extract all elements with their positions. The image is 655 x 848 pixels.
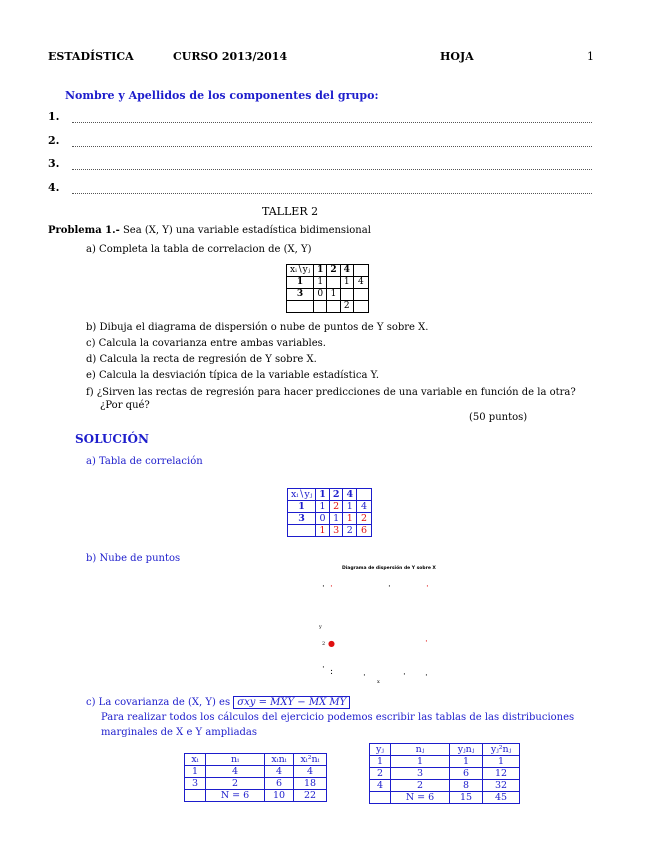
table-cell: N = 6 xyxy=(206,790,265,802)
table-cell: 1 xyxy=(391,756,450,768)
table-cell: 3 xyxy=(185,778,206,790)
problem-item-e: e) Calcula la desviación típica de la variable estadística Y. xyxy=(86,370,380,381)
marginal-x-table xyxy=(184,753,327,802)
table-cell: 1 xyxy=(185,766,206,778)
table-row xyxy=(370,792,520,804)
table-header-cell: xᵢ∖yⱼ xyxy=(287,265,314,277)
table-cell: 2 xyxy=(391,780,450,792)
problem-item-b: b) Dibuja el diagrama de dispersión o nube de puntos de Y sobre X. xyxy=(86,322,429,333)
table-header-cell: 2 xyxy=(329,489,343,501)
problem-statement xyxy=(48,225,371,236)
table-cell: 1 xyxy=(483,756,520,768)
table-cell: 22 xyxy=(294,790,327,802)
problem-text: Sea (X, Y) una variable estadística bidimensional xyxy=(122,225,371,236)
problem-item-f-cont: ¿Por qué? xyxy=(100,400,150,411)
table-cell: 2 xyxy=(370,768,391,780)
table-cell: 1 xyxy=(329,513,343,525)
table-cell xyxy=(370,792,391,804)
table-cell: 1 xyxy=(316,525,330,537)
solution-c-text-2: marginales de X e Y ampliadas xyxy=(101,727,258,738)
table-cell: 3 xyxy=(391,768,450,780)
scatter-point: · xyxy=(322,582,325,592)
table-header-cell: xᵢnᵢ xyxy=(265,754,294,766)
table-cell xyxy=(327,277,340,289)
member-name-line-3[interactable] xyxy=(72,168,592,170)
table-header-cell: 2 xyxy=(327,265,340,277)
table-cell xyxy=(353,301,368,313)
table-cell: 3 xyxy=(288,513,316,525)
header-subject: ESTADÍSTICA xyxy=(48,50,134,63)
problem-item-a: a) Completa la tabla de correlacion de (X, Y) xyxy=(86,244,312,255)
group-title: Nombre y Apellidos de los componentes del grupo: xyxy=(65,89,379,102)
table-row xyxy=(287,289,369,301)
table-cell: 1 xyxy=(314,277,327,289)
scatter-point: · xyxy=(363,671,366,681)
table-cell xyxy=(287,301,314,313)
scatter-point: · xyxy=(388,582,391,592)
table-cell: 4 xyxy=(357,501,372,513)
table-cell xyxy=(288,525,316,537)
table-header-cell: 1 xyxy=(316,489,330,501)
table-header-row xyxy=(185,754,327,766)
table-header-row xyxy=(288,489,372,501)
table-row xyxy=(370,780,520,792)
solution-item-a: a) Tabla de correlación xyxy=(86,456,203,467)
table-cell: N = 6 xyxy=(391,792,450,804)
solution-item-c xyxy=(86,697,350,708)
table-cell: 6 xyxy=(265,778,294,790)
table-header-cell: 4 xyxy=(343,489,357,501)
table-header-row xyxy=(370,744,520,756)
table-row xyxy=(185,790,327,802)
table-cell: 32 xyxy=(483,780,520,792)
table-header-cell: 4 xyxy=(340,265,353,277)
problem-item-f: f) ¿Sirven las rectas de regresión para hacer predicciones de una variable en función de la otra? xyxy=(86,387,576,398)
scatter-point: · xyxy=(403,670,406,680)
table-header-cell: yⱼnⱼ xyxy=(450,744,483,756)
table-cell xyxy=(340,289,353,301)
table-cell: 12 xyxy=(483,768,520,780)
covariance-formula: σxy = MXY − MX MY xyxy=(233,696,350,709)
table-cell: 2 xyxy=(343,525,357,537)
table-header-cell: nⱼ xyxy=(391,744,450,756)
solution-c-text-1: Para realizar todos los cálculos del ejercicio podemos escribir las tablas de las distribuciones xyxy=(101,712,575,723)
scatter-point: · xyxy=(330,582,333,592)
workshop-title: TALLER 2 xyxy=(262,205,319,218)
table-row xyxy=(370,768,520,780)
member-name-line-2[interactable] xyxy=(72,145,592,147)
table-cell: 8 xyxy=(450,780,483,792)
table-row xyxy=(185,778,327,790)
table-row xyxy=(185,766,327,778)
covariance-text: c) La covarianza de (X, Y) es xyxy=(86,697,231,708)
table-cell: 1 xyxy=(288,501,316,513)
member-number-3: 3. xyxy=(48,157,60,170)
scatter-point: : xyxy=(330,667,334,677)
member-number-1: 1. xyxy=(48,110,60,123)
table-cell: 1 xyxy=(370,756,391,768)
table-cell xyxy=(314,301,327,313)
table-cell: 18 xyxy=(294,778,327,790)
table-cell: 4 xyxy=(370,780,391,792)
member-number-4: 4. xyxy=(48,181,60,194)
member-name-line-4[interactable] xyxy=(72,192,592,194)
table-cell: 3 xyxy=(329,525,343,537)
table-cell: 4 xyxy=(294,766,327,778)
table-header-cell: xᵢ xyxy=(185,754,206,766)
table-header-cell: xᵢ∖yⱼ xyxy=(288,489,316,501)
table-row xyxy=(370,756,520,768)
table-row xyxy=(287,277,369,289)
table-cell: 45 xyxy=(483,792,520,804)
table-cell: 0 xyxy=(314,289,327,301)
problem-points: (50 puntos) xyxy=(469,412,528,423)
table-header-cell: yⱼ²nⱼ xyxy=(483,744,520,756)
table-cell: 2 xyxy=(329,501,343,513)
table-cell: 6 xyxy=(450,768,483,780)
table-header-cell: nᵢ xyxy=(206,754,265,766)
marginal-y-table xyxy=(369,743,520,804)
solution-item-b: b) Nube de puntos xyxy=(86,553,181,564)
table-cell: 1 xyxy=(343,501,357,513)
problem-item-d: d) Calcula la recta de regresión de Y sobre X. xyxy=(86,354,317,365)
table-cell xyxy=(327,301,340,313)
problem-correlation-table xyxy=(286,264,369,313)
table-row xyxy=(288,513,372,525)
table-row xyxy=(288,501,372,513)
scatter-tick-2: 2 xyxy=(322,641,326,647)
table-cell: 4 xyxy=(265,766,294,778)
table-cell: 2 xyxy=(357,513,372,525)
table-cell: 4 xyxy=(353,277,368,289)
table-cell: 1 xyxy=(316,501,330,513)
table-cell: 2 xyxy=(206,778,265,790)
header-course: CURSO 2013/2014 xyxy=(173,50,288,63)
table-header-row xyxy=(287,265,369,277)
table-cell: 6 xyxy=(357,525,372,537)
table-cell: 0 xyxy=(316,513,330,525)
scatter-axis-label-y: y xyxy=(319,624,322,630)
solution-correlation-table xyxy=(287,488,372,537)
scatter-point: · xyxy=(425,671,428,681)
scatter-axis-label-x: x xyxy=(377,679,380,685)
solution-title: SOLUCIÓN xyxy=(75,432,149,446)
table-cell xyxy=(185,790,206,802)
table-cell: 3 xyxy=(287,289,314,301)
table-cell: 1 xyxy=(327,289,340,301)
table-cell xyxy=(353,289,368,301)
table-cell: 1 xyxy=(287,277,314,289)
table-header-cell: yⱼ xyxy=(370,744,391,756)
table-header-cell: 1 xyxy=(314,265,327,277)
table-cell: 10 xyxy=(265,790,294,802)
scatter-point: ● xyxy=(328,639,335,648)
scatter-point: · xyxy=(426,582,429,592)
table-cell: 1 xyxy=(340,277,353,289)
table-row xyxy=(287,301,369,313)
problem-item-c: c) Calcula la covarianza entre ambas variables. xyxy=(86,338,326,349)
table-row xyxy=(288,525,372,537)
table-cell: 1 xyxy=(343,513,357,525)
table-cell: 1 xyxy=(450,756,483,768)
member-name-line-1[interactable] xyxy=(72,121,592,123)
table-header-cell: xᵢ²nᵢ xyxy=(294,754,327,766)
table-header-cell xyxy=(353,265,368,277)
table-cell: 2 xyxy=(340,301,353,313)
problem-label: Problema 1.- xyxy=(48,225,120,236)
page-number: 1 xyxy=(587,50,594,63)
scatter-point: · xyxy=(322,663,325,673)
scatter-title: Diagrama de dispersión de Y sobre X xyxy=(342,566,436,571)
table-cell: 15 xyxy=(450,792,483,804)
member-number-2: 2. xyxy=(48,134,60,147)
table-cell: 4 xyxy=(206,766,265,778)
header-sheet: HOJA xyxy=(440,50,474,63)
scatter-point: · xyxy=(425,637,428,647)
table-header-cell xyxy=(357,489,372,501)
